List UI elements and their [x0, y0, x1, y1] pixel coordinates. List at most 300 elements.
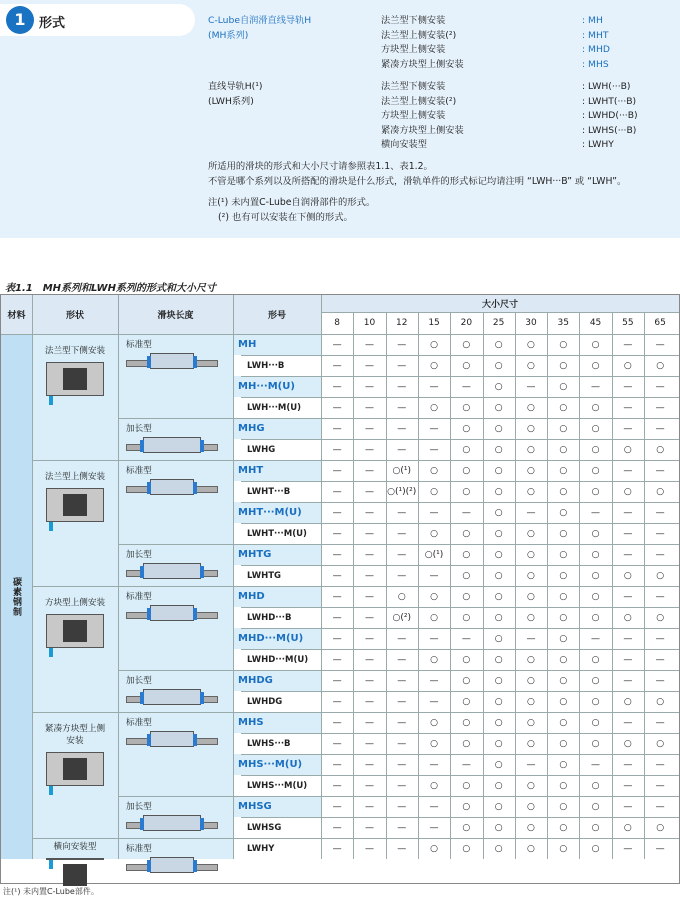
mount-arrow-icon: [49, 786, 53, 795]
size-availability: —: [353, 481, 385, 502]
header-size: 大小尺寸: [321, 295, 679, 312]
size-availability: —: [353, 817, 385, 838]
mh-type: 紧凑方块型上侧安装: [381, 58, 464, 70]
model-code: MH···M(U): [233, 376, 321, 397]
length-cell: [118, 460, 233, 544]
size-availability: ○: [579, 607, 611, 628]
lwh-code: : LWHT(···B): [582, 95, 637, 107]
block-shape-body: [63, 368, 87, 390]
size-availability: ○: [483, 796, 515, 817]
size-availability: —: [579, 502, 611, 523]
lwh-code: : LWHD(···B): [582, 110, 638, 121]
mh-code: : MHD: [582, 44, 610, 55]
size-availability: ○: [547, 460, 579, 481]
size-availability: ○: [547, 334, 579, 355]
length-cell: [118, 838, 233, 859]
size-availability: —: [418, 817, 450, 838]
size-availability: —: [353, 733, 385, 754]
size-availability: —: [353, 502, 385, 523]
size-availability: —: [321, 838, 353, 859]
length-label: 加长型: [126, 550, 152, 560]
shape-cell: [32, 460, 118, 586]
length-cell: [118, 586, 233, 670]
size-availability: —: [644, 649, 676, 670]
slider-block: [143, 815, 201, 831]
slider-block: [150, 731, 194, 747]
size-availability: ○: [547, 691, 579, 712]
shape-cell: [32, 838, 118, 859]
size-availability: ○: [547, 397, 579, 418]
grid-line: [233, 295, 234, 859]
size-availability: ○: [515, 796, 547, 817]
size-availability: ○: [450, 355, 482, 376]
size-availability: ○: [483, 838, 515, 859]
size-availability: —: [353, 376, 385, 397]
lwh-title-line2: (LWH系列): [208, 95, 254, 107]
size-availability: —: [321, 397, 353, 418]
size-availability: —: [579, 754, 611, 775]
size-availability: —: [515, 628, 547, 649]
size-availability: —: [353, 670, 385, 691]
block-shape-illustration: [46, 488, 104, 522]
size-availability: —: [353, 523, 385, 544]
size-availability: —: [386, 628, 418, 649]
size-availability: —: [612, 775, 644, 796]
grid-line: [241, 691, 679, 692]
size-availability: ○: [579, 838, 611, 859]
grid-line: [32, 295, 33, 859]
size-availability: ○: [483, 376, 515, 397]
model-code: MHD: [233, 586, 321, 607]
size-availability: ○: [612, 733, 644, 754]
block-end-seals: [147, 734, 197, 746]
slider-block: [150, 857, 194, 873]
length-label: 标准型: [126, 718, 152, 728]
model-code: MHS: [233, 712, 321, 733]
section-title: 形式: [39, 16, 66, 31]
size-availability: —: [321, 754, 353, 775]
size-availability: ○: [515, 817, 547, 838]
model-code: LWHD···M(U): [233, 649, 321, 670]
size-availability: ○: [547, 376, 579, 397]
lwh-type: 法兰型上侧安装(²): [381, 95, 457, 107]
grid-line: [241, 628, 679, 629]
lwh-type-list: [381, 80, 464, 153]
shape-label: 紧凑方块型上侧安装: [44, 724, 106, 746]
size-availability: —: [644, 586, 676, 607]
model-code: MHT···M(U): [233, 502, 321, 523]
size-availability: ○: [483, 712, 515, 733]
size-availability: ○: [547, 439, 579, 460]
size-availability: ○: [612, 817, 644, 838]
grid-line: [118, 544, 679, 545]
size-availability: ○: [450, 460, 482, 481]
block-end-seals: [147, 482, 197, 494]
mh-code: : MH: [582, 15, 603, 26]
lwh-type: 法兰型下侧安装: [381, 81, 446, 92]
size-availability: ○: [483, 775, 515, 796]
grid-line: [321, 312, 679, 313]
size-availability: —: [321, 355, 353, 376]
grid-line: [241, 397, 679, 398]
size-availability: ○: [483, 754, 515, 775]
size-availability: ○: [612, 439, 644, 460]
size-availability: —: [612, 796, 644, 817]
size-availability: —: [612, 649, 644, 670]
table-caption: 表1.1 MH系列和LWH系列的形式和大小尺寸: [5, 283, 216, 294]
size-availability: ○: [515, 460, 547, 481]
size-availability: —: [353, 565, 385, 586]
size-availability: —: [321, 502, 353, 523]
size-availability: —: [386, 649, 418, 670]
grid-line: [241, 607, 679, 608]
size-availability: ○: [483, 733, 515, 754]
slider-block: [150, 353, 194, 369]
mount-arrow-icon: [49, 860, 53, 869]
block-end-seals: [140, 692, 204, 704]
size-availability: ○: [450, 439, 482, 460]
size-availability: ○: [450, 796, 482, 817]
size-availability: —: [644, 376, 676, 397]
size-availability: ○: [547, 754, 579, 775]
model-code: MHTG: [233, 544, 321, 565]
mh-code: : MHS: [582, 58, 609, 70]
size-availability: —: [418, 628, 450, 649]
length-label: 加长型: [126, 802, 152, 812]
size-availability: ○: [579, 439, 611, 460]
model-code: LWHT···M(U): [233, 523, 321, 544]
size-availability: ○: [450, 565, 482, 586]
model-code: MHD···M(U): [233, 628, 321, 649]
size-availability: —: [612, 544, 644, 565]
size-availability: ○: [418, 607, 450, 628]
model-code: LWHG: [233, 439, 321, 460]
size-availability: —: [353, 838, 385, 859]
block-end-seals: [140, 566, 204, 578]
size-availability: —: [386, 817, 418, 838]
grid-line: [241, 481, 679, 482]
grid-line: [241, 649, 679, 650]
size-availability: —: [321, 607, 353, 628]
mount-arrow-icon: [49, 396, 53, 405]
size-header: 25: [483, 312, 515, 334]
intro-paragraph-2: 不管是哪个系列以及所搭配的滑块是什么形式，滑轨单件的形式标记均请注明 “LWH···B” 或 “LWH”。: [208, 176, 627, 187]
section-header: [0, 0, 680, 238]
size-availability: —: [612, 376, 644, 397]
size-availability: ○: [579, 565, 611, 586]
size-availability: —: [353, 628, 385, 649]
size-availability: ○: [547, 817, 579, 838]
size-availability: ○: [450, 712, 482, 733]
mh-type: 法兰型上侧安装(²): [381, 29, 457, 41]
length-cell: [118, 418, 233, 460]
mh-title-line2: (MH系列): [208, 29, 249, 41]
shape-label: 方块型上侧安装: [44, 598, 106, 608]
size-availability: ○: [515, 670, 547, 691]
size-availability: ○: [612, 481, 644, 502]
size-availability: ○: [644, 439, 676, 460]
size-availability: ○: [612, 565, 644, 586]
size-availability: ○: [483, 418, 515, 439]
size-availability: ○: [579, 712, 611, 733]
size-availability: ○: [483, 565, 515, 586]
size-availability: ○: [515, 691, 547, 712]
size-availability: ○: [515, 418, 547, 439]
size-availability: ○: [515, 607, 547, 628]
mh-code-list: [582, 14, 610, 72]
size-availability: ○: [547, 523, 579, 544]
lwh-type: 横向安装型: [381, 139, 427, 150]
size-availability: ○: [515, 397, 547, 418]
size-availability: —: [515, 754, 547, 775]
size-availability: ○: [547, 670, 579, 691]
size-availability: —: [353, 418, 385, 439]
size-availability: —: [644, 754, 676, 775]
grid-line: [241, 523, 679, 524]
size-availability: ○: [612, 607, 644, 628]
shape-cell: [32, 712, 118, 838]
size-availability: ○: [483, 460, 515, 481]
size-availability: —: [321, 460, 353, 481]
size-availability: —: [353, 796, 385, 817]
size-availability: —: [386, 439, 418, 460]
size-availability: ○: [579, 775, 611, 796]
lwh-title-line1: 直线导轨H(¹): [208, 81, 263, 92]
size-availability: ○: [418, 481, 450, 502]
block-end-seals: [147, 356, 197, 368]
size-availability: —: [353, 460, 385, 481]
size-availability: ○: [612, 355, 644, 376]
block-end-seals: [140, 440, 204, 452]
size-availability: —: [386, 754, 418, 775]
size-availability: ○: [515, 649, 547, 670]
size-availability: ○: [418, 775, 450, 796]
length-cell: [118, 670, 233, 712]
intro-paragraph-1: 所适用的滑块的形式和大小尺寸请参照表1.1、表1.2。: [208, 161, 433, 172]
length-label: 加长型: [126, 676, 152, 686]
size-availability: ○: [547, 712, 579, 733]
size-availability: ○: [418, 355, 450, 376]
size-availability: —: [386, 733, 418, 754]
size-header: 35: [547, 312, 579, 334]
size-availability: —: [386, 355, 418, 376]
block-shape-illustration: [46, 752, 104, 786]
rail-illustration: [126, 689, 218, 707]
lwh-series-title: [208, 80, 263, 109]
size-availability: —: [386, 796, 418, 817]
size-availability: —: [418, 670, 450, 691]
size-availability: ○: [450, 607, 482, 628]
size-availability: —: [386, 397, 418, 418]
block-end-seals: [147, 860, 197, 872]
size-availability: —: [644, 628, 676, 649]
intro-note-2: (²) 也有可以安装在下侧的形式。: [218, 212, 353, 223]
model-code: MHSG: [233, 796, 321, 817]
size-availability: —: [515, 376, 547, 397]
size-availability: —: [418, 754, 450, 775]
model-code: MHS···M(U): [233, 754, 321, 775]
size-availability: ○: [515, 775, 547, 796]
grid-line: [118, 838, 679, 839]
grid-line: [241, 439, 679, 440]
size-availability: —: [612, 712, 644, 733]
rail-illustration: [126, 815, 218, 833]
size-availability: —: [386, 502, 418, 523]
size-availability: —: [418, 439, 450, 460]
size-availability: —: [644, 670, 676, 691]
size-availability: —: [321, 775, 353, 796]
size-availability: —: [321, 544, 353, 565]
size-availability: ○: [418, 334, 450, 355]
size-header: 65: [644, 312, 676, 334]
size-availability: —: [353, 334, 385, 355]
size-availability: ○: [515, 334, 547, 355]
size-availability: ○: [483, 691, 515, 712]
size-availability: —: [612, 397, 644, 418]
footnote: 注(¹) 未内置C-Lube部件。: [3, 887, 99, 896]
size-header: 45: [579, 312, 611, 334]
size-availability: ○: [547, 586, 579, 607]
size-availability: —: [386, 544, 418, 565]
size-availability: ○: [450, 481, 482, 502]
intro-note-1: 注(¹) 未内置C-Lube自润滑部件的形式。: [208, 197, 376, 208]
block-shape-body: [63, 758, 87, 780]
size-availability: —: [612, 628, 644, 649]
size-availability: —: [321, 691, 353, 712]
mh-code: : MHT: [582, 29, 609, 41]
block-shape-illustration: [46, 362, 104, 396]
slider-block: [150, 605, 194, 621]
size-availability: ○: [515, 544, 547, 565]
size-availability: ○: [547, 775, 579, 796]
size-availability: —: [353, 544, 385, 565]
size-availability: ○: [547, 502, 579, 523]
size-availability: —: [418, 565, 450, 586]
size-header: 30: [515, 312, 547, 334]
length-cell: [118, 796, 233, 838]
size-availability: ○: [644, 565, 676, 586]
size-availability: —: [386, 838, 418, 859]
size-availability: ○: [483, 334, 515, 355]
block-shape-illustration: [46, 614, 104, 648]
section-number: 1: [6, 6, 34, 34]
size-availability: ○: [450, 838, 482, 859]
size-availability: ○: [579, 334, 611, 355]
size-availability: —: [644, 712, 676, 733]
size-availability: ○: [450, 334, 482, 355]
mount-arrow-icon: [49, 648, 53, 657]
block-shape-body: [63, 494, 87, 516]
mh-type: 方块型上侧安装: [381, 44, 446, 55]
size-availability: —: [644, 460, 676, 481]
size-availability: —: [321, 481, 353, 502]
mh-title-line1: C-Lube自润滑直线导轨H: [208, 15, 312, 26]
shape-cell: [32, 334, 118, 460]
size-availability: —: [321, 628, 353, 649]
size-availability: ○: [547, 733, 579, 754]
lwh-code: : LWH(···B): [582, 81, 631, 92]
size-availability: —: [612, 502, 644, 523]
lwh-code: : LWHS(···B): [582, 124, 637, 136]
size-availability: —: [644, 334, 676, 355]
size-availability: ○: [579, 355, 611, 376]
size-header: 8: [321, 312, 353, 334]
size-availability: ○: [579, 691, 611, 712]
length-cell: [118, 334, 233, 418]
size-availability: —: [386, 334, 418, 355]
size-availability: —: [386, 565, 418, 586]
rail-illustration: [126, 353, 218, 371]
size-availability: ○: [450, 775, 482, 796]
length-label: 标准型: [126, 844, 152, 854]
size-availability: —: [644, 775, 676, 796]
size-availability: —: [644, 418, 676, 439]
model-code: LWHS···B: [233, 733, 321, 754]
size-availability: —: [612, 838, 644, 859]
block-shape-body: [63, 864, 87, 886]
lwh-code-list: [582, 80, 638, 153]
model-code: LWH···M(U): [233, 397, 321, 418]
size-availability: ○: [483, 397, 515, 418]
size-availability: ○: [644, 355, 676, 376]
size-availability: ○(¹)(²): [386, 481, 418, 502]
size-availability: ○: [547, 544, 579, 565]
grid-line: [118, 295, 119, 859]
size-availability: —: [386, 670, 418, 691]
size-availability: —: [612, 460, 644, 481]
grid-line: [1, 334, 679, 335]
size-availability: ○: [515, 586, 547, 607]
size-availability: —: [321, 733, 353, 754]
size-availability: —: [386, 712, 418, 733]
slider-block: [143, 563, 201, 579]
size-availability: ○: [418, 838, 450, 859]
size-availability: ○(¹): [386, 460, 418, 481]
slider-block: [150, 479, 194, 495]
header-material: 材料: [1, 295, 32, 334]
grid-line: [118, 712, 679, 713]
size-availability: ○: [579, 649, 611, 670]
size-availability: —: [612, 670, 644, 691]
size-availability: ○: [579, 586, 611, 607]
size-availability: —: [612, 523, 644, 544]
size-availability: —: [612, 586, 644, 607]
size-availability: —: [612, 418, 644, 439]
size-availability: ○: [450, 523, 482, 544]
size-availability: —: [321, 334, 353, 355]
size-availability: ○: [483, 502, 515, 523]
size-availability: ○: [418, 733, 450, 754]
size-availability: ○: [579, 397, 611, 418]
size-availability: ○: [644, 817, 676, 838]
model-code: LWHSG: [233, 817, 321, 838]
size-availability: —: [418, 796, 450, 817]
size-availability: —: [450, 628, 482, 649]
size-availability: ○: [547, 607, 579, 628]
size-availability: ○(¹): [418, 544, 450, 565]
lwh-type: 方块型上侧安装: [381, 110, 446, 121]
grid-line: [118, 796, 679, 797]
size-availability: —: [321, 376, 353, 397]
size-availability: ○: [644, 607, 676, 628]
mh-series-title: [208, 14, 311, 43]
size-availability: ○: [483, 544, 515, 565]
size-availability: —: [418, 376, 450, 397]
size-availability: —: [579, 376, 611, 397]
size-availability: —: [353, 355, 385, 376]
model-code: MHDG: [233, 670, 321, 691]
grid-line: [241, 733, 679, 734]
